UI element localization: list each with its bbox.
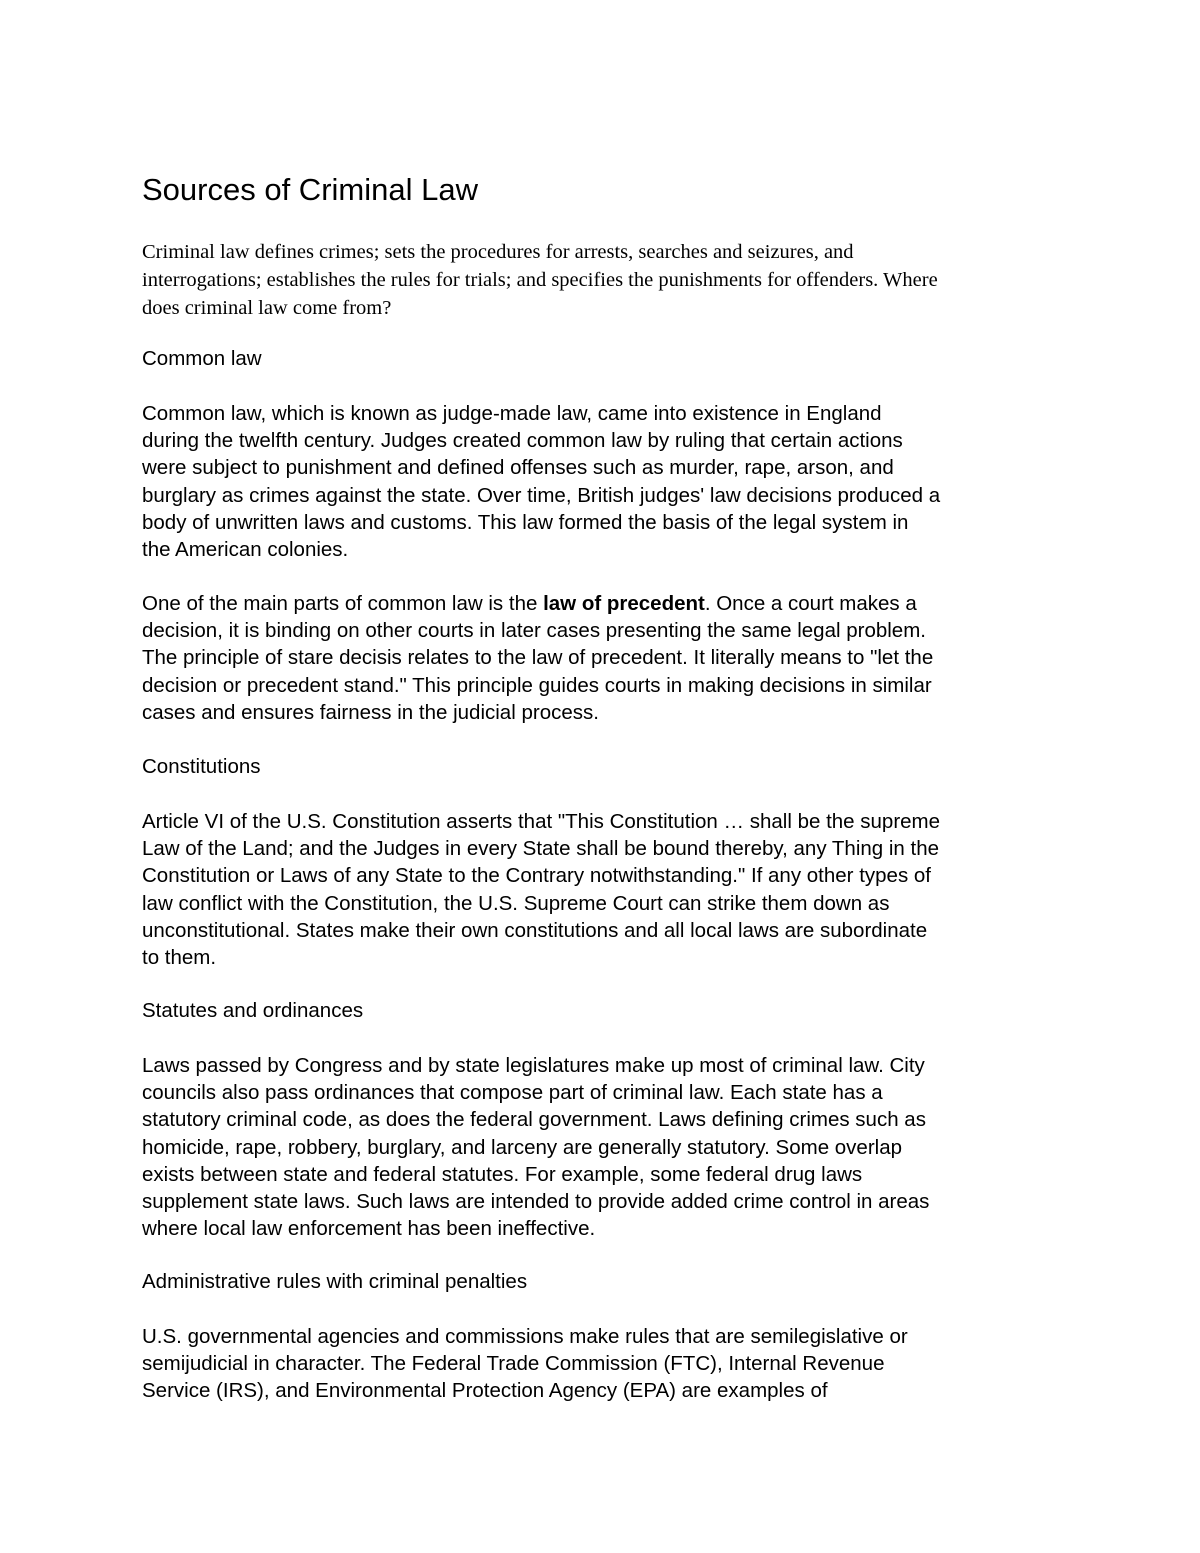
section-heading-common-law: Common law xyxy=(142,347,262,370)
paragraph-line: Laws passed by Congress and by state legislatures make up most of criminal law. City xyxy=(142,1054,925,1077)
intro-paragraph xyxy=(142,238,1062,322)
paragraph-line: statutory criminal code, as does the federal government. Laws defining crimes such as xyxy=(142,1108,926,1132)
section-heading-administrative: Administrative rules with criminal penalties xyxy=(142,1270,528,1293)
paragraph-line: homicide, rape, robbery, burglary, and larceny are generally statutory. Some overlap xyxy=(142,1135,903,1159)
bold-term-law-of-precedent: law of precedent xyxy=(543,592,705,615)
paragraph-line: were subject to punishment and defined offenses such as murder, rape, arson, and xyxy=(142,456,894,480)
text-run: . Once a court makes a xyxy=(704,592,917,615)
paragraph-line: supplement state laws. Such laws are intended to provide added crime control in areas xyxy=(142,1190,930,1214)
paragraph-line: during the twelfth century. Judges created common law by ruling that certain actions xyxy=(142,429,903,453)
paragraph-line: Constitution or Laws of any State to the Contrary notwithstanding." If any other types of xyxy=(142,864,931,888)
paragraph-line: Law of the Land; and the Judges in every State shall be bound thereby, any Thing in the xyxy=(142,837,940,861)
paragraph-line: law conflict with the Constitution, the U.S. Supreme Court can strike them down as xyxy=(142,891,890,915)
paragraph-line: Service (IRS), and Environmental Protection Agency (EPA) are examples of xyxy=(142,1379,828,1403)
constitutions-paragraph xyxy=(142,808,1072,971)
paragraph-line: Common law, which is known as judge-made law, came into existence in England xyxy=(142,402,882,425)
paragraph-line: burglary as crimes against the state. Over time, British judges' law decisions produced a xyxy=(142,483,941,507)
paragraph-line: decision or precedent stand." This principle guides courts in making decisions in similar xyxy=(142,673,932,697)
intro-line: does criminal law come from? xyxy=(142,297,392,319)
paragraph-line: Article VI of the U.S. Constitution asserts that "This Constitution … shall be the supreme xyxy=(142,810,941,833)
text-run: One of the main parts of common law is the xyxy=(142,592,544,615)
section-heading-constitutions: Constitutions xyxy=(142,755,261,778)
intro-line: Criminal law defines crimes; sets the procedures for arrests, searches and seizures, and xyxy=(142,241,854,263)
paragraph-line: U.S. governmental agencies and commissions make rules that are semilegislative or xyxy=(142,1325,908,1348)
statutes-paragraph xyxy=(142,1052,1072,1242)
document-title: Sources of Criminal Law xyxy=(142,172,478,207)
paragraph-line xyxy=(142,590,1072,617)
paragraph-line: decision, it is binding on other courts in later cases presenting the same legal problem. xyxy=(142,619,926,643)
paragraph-line: to them. xyxy=(142,946,217,970)
paragraph-line: councils also pass ordinances that compose part of criminal law. Each state has a xyxy=(142,1081,883,1105)
paragraph-line: unconstitutional. States make their own constitutions and all local laws are subordinate xyxy=(142,918,928,942)
administrative-paragraph xyxy=(142,1323,1072,1405)
paragraph-line: cases and ensures fairness in the judicial process. xyxy=(142,700,599,724)
paragraph-line: The principle of stare decisis relates to the law of precedent. It literally means to "let the xyxy=(142,646,934,670)
common-law-paragraph-2 xyxy=(142,590,1072,726)
paragraph-line: the American colonies. xyxy=(142,538,349,562)
section-heading-statutes: Statutes and ordinances xyxy=(142,999,364,1022)
paragraph-line: semijudicial in character. The Federal Trade Commission (FTC), Internal Revenue xyxy=(142,1352,885,1376)
paragraph-line: where local law enforcement has been ineffective. xyxy=(142,1217,596,1241)
common-law-paragraph-1 xyxy=(142,400,1072,563)
paragraph-line: body of unwritten laws and customs. This law formed the basis of the legal system in xyxy=(142,510,909,534)
intro-line: interrogations; establishes the rules for trials; and specifies the punishments for offenders. Where xyxy=(142,269,938,291)
paragraph-line: exists between state and federal statutes. For example, some federal drug laws xyxy=(142,1162,863,1186)
